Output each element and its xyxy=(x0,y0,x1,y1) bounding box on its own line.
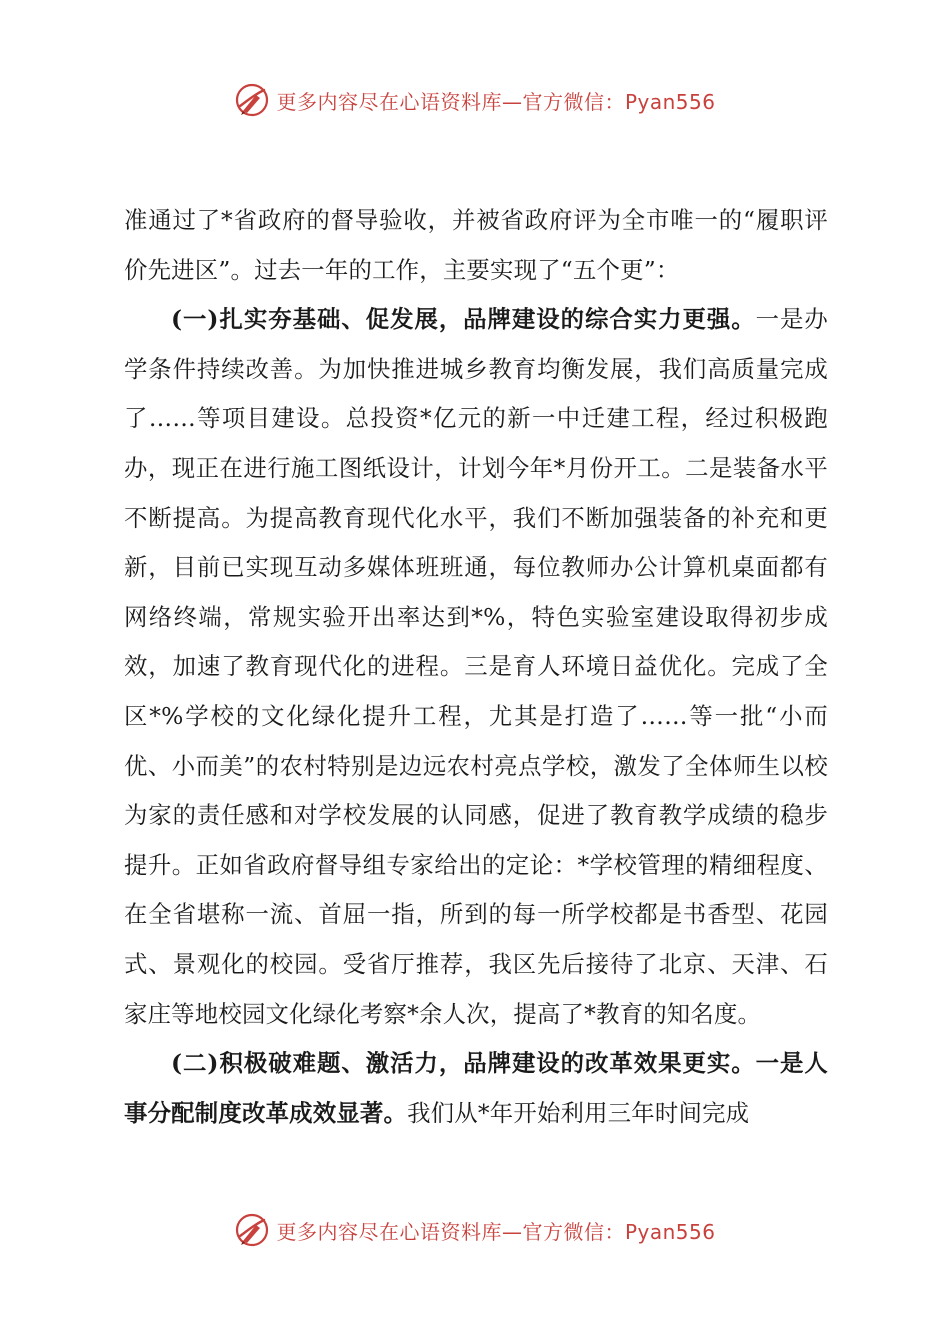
body-paragraph-3-text: 我们从*年开始利用三年时间完成 xyxy=(407,1098,750,1127)
body-paragraph-1-text: 准通过了*省政府的督导验收，并被省政府评为全市唯一的“履职评价先进区”。过去一年的工作，主要实现了“五个更”： xyxy=(124,206,828,284)
header-banner xyxy=(0,82,950,118)
pen-logo-icon xyxy=(234,82,270,118)
body-paragraph-1 xyxy=(124,196,828,295)
header-banner-text: 更多内容尽在心语资料库—官方微信：Pyan556 xyxy=(276,89,716,114)
body-paragraph-3 xyxy=(124,1039,828,1138)
footer-banner xyxy=(0,1212,950,1248)
body-paragraph-2-text: 一是办学条件持续改善。为加快推进城乡教育均衡发展，我们高质量完成了……等项目建设。总投资*亿元的新一中迁建工程，经过积极跑办，现正在进行施工图纸设计，计划今年*月份开工。二是装备水平不断提高。为提高教育现代化水平，我们不断加强装备的补充和更新，目前已实现互动多媒体班班通，每位教师办公计算机桌面都有网络终端，常规实验开出率达到*%，特色实验室建设取得初步成效，加速了教育现代化的进程。三是育人环境日益优化。完成了全区*%学校的文化绿化提升工程，尤其是打造了……等一批“小而优、小而美”的农村特别是边远农村亮点学校，激发了全体师生以校为家的责任感和对学校发展的认同感，促进了教育教学成绩的稳步提升。正如省政府督导组专家给出的定论：*学校管理的精细程度、在全省堪称一流、首屈一指，所到的每一所学校都是书香型、花园式、景观化的校园。受省厅推荐，我区先后接待了北京、天津、石家庄等地校园文化绿化考察*余人次，提高了*教育的知名度。 xyxy=(124,305,828,1028)
footer-banner-text: 更多内容尽在心语资料库—官方微信：Pyan556 xyxy=(276,1219,716,1244)
pen-logo-icon xyxy=(234,1212,270,1248)
section-heading-1: (一)扎实夯基础、促发展，品牌建设的综合实力更强。 xyxy=(171,305,756,334)
section-heading-2: (二)积极破难题、激活力，品牌建设的改革效果更实。一是人事分配制度改革成效显著。 xyxy=(124,1049,828,1127)
document-body xyxy=(124,196,828,1138)
body-paragraph-2 xyxy=(124,295,828,1039)
